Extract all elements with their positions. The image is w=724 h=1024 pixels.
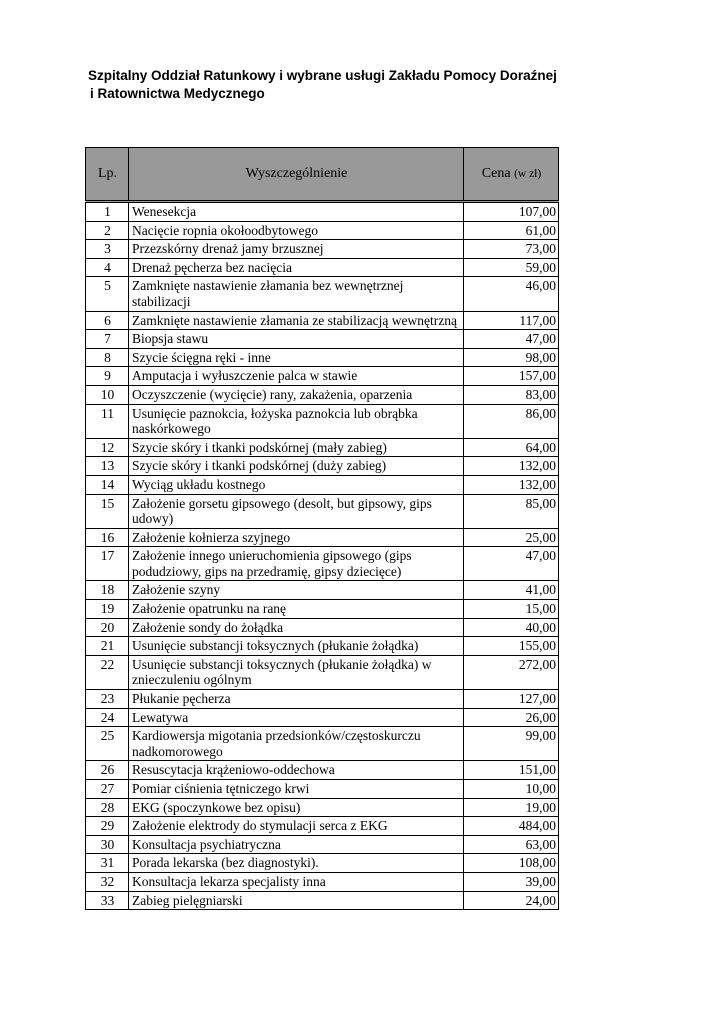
row-description: Założenie opatrunku na ranę <box>129 600 464 619</box>
table-row <box>86 708 559 727</box>
row-description: Usunięcie substancji toksycznych (płukanie żołądka) <box>129 637 464 656</box>
row-lp: 31 <box>86 854 129 873</box>
row-description: Założenie gorsetu gipsowego (desolt, but gipsowy, gips udowy) <box>129 494 464 528</box>
row-lp: 1 <box>86 202 129 222</box>
row-description: Założenie kołnierza szyjnego <box>129 528 464 547</box>
table-row <box>86 727 559 761</box>
row-description: Resuscytacja krążeniowo-oddechowa <box>129 761 464 780</box>
row-price: 47,00 <box>464 330 559 349</box>
table-row <box>86 780 559 799</box>
table-row <box>86 581 559 600</box>
row-description: Zabieg pielęgniarski <box>129 891 464 910</box>
row-price: 132,00 <box>464 475 559 494</box>
row-description: Zamknięte nastawienie złamania bez wewnętrznej stabilizacji <box>129 277 464 311</box>
table-row <box>86 690 559 709</box>
row-lp: 13 <box>86 457 129 476</box>
table-row <box>86 494 559 528</box>
row-price: 15,00 <box>464 600 559 619</box>
row-price: 73,00 <box>464 240 559 259</box>
row-description: Oczyszczenie (wycięcie) rany, zakażenia, oparzenia <box>129 385 464 404</box>
header-lp: Lp. <box>86 148 129 202</box>
row-price: 132,00 <box>464 457 559 476</box>
row-price: 484,00 <box>464 817 559 836</box>
row-price: 108,00 <box>464 854 559 873</box>
row-price: 39,00 <box>464 872 559 891</box>
row-price: 19,00 <box>464 798 559 817</box>
row-lp: 29 <box>86 817 129 836</box>
table-row <box>86 637 559 656</box>
document-title <box>88 67 648 103</box>
row-description: Szycie skóry i tkanki podskórnej (duży zabieg) <box>129 457 464 476</box>
table-row <box>86 221 559 240</box>
row-description: EKG (spoczynkowe bez opisu) <box>129 798 464 817</box>
row-lp: 33 <box>86 891 129 910</box>
row-price: 99,00 <box>464 727 559 761</box>
row-description: Kardiowersja migotania przedsionków/częstoskurczu nadkomorowego <box>129 727 464 761</box>
row-price: 272,00 <box>464 655 559 689</box>
row-description: Wenesekcja <box>129 202 464 222</box>
row-description: Płukanie pęcherza <box>129 690 464 709</box>
table-row <box>86 528 559 547</box>
table-row <box>86 872 559 891</box>
row-description: Lewatywa <box>129 708 464 727</box>
header-price-label: Cena <box>481 165 511 181</box>
row-description: Założenie sondy do żołądka <box>129 618 464 637</box>
row-description: Usunięcie paznokcia, łożyska paznokcia lub obrąbka naskórkowego <box>129 404 464 438</box>
table-row <box>86 348 559 367</box>
row-lp: 28 <box>86 798 129 817</box>
table-row <box>86 761 559 780</box>
row-price: 83,00 <box>464 385 559 404</box>
row-description: Założenie innego unieruchomienia gipsowego (gips podudziowy, gips na przedramię, gipsy dziecięce) <box>129 547 464 581</box>
table-row <box>86 835 559 854</box>
row-description: Konsultacja lekarza specjalisty inna <box>129 872 464 891</box>
row-description: Konsultacja psychiatryczna <box>129 835 464 854</box>
header-price <box>464 148 559 202</box>
row-lp: 6 <box>86 311 129 330</box>
table-row <box>86 240 559 259</box>
row-price: 46,00 <box>464 277 559 311</box>
row-price: 26,00 <box>464 708 559 727</box>
row-description: Drenaż pęcherza bez nacięcia <box>129 258 464 277</box>
row-description: Porada lekarska (bez diagnostyki). <box>129 854 464 873</box>
row-lp: 22 <box>86 655 129 689</box>
table-row <box>86 457 559 476</box>
row-price: 107,00 <box>464 202 559 222</box>
row-lp: 21 <box>86 637 129 656</box>
row-description: Przezskórny drenaż jamy brzusznej <box>129 240 464 259</box>
row-description: Wyciąg układu kostnego <box>129 475 464 494</box>
table-row <box>86 475 559 494</box>
table-row <box>86 817 559 836</box>
row-lp: 20 <box>86 618 129 637</box>
row-lp: 23 <box>86 690 129 709</box>
row-lp: 17 <box>86 547 129 581</box>
row-price: 61,00 <box>464 221 559 240</box>
table-row <box>86 277 559 311</box>
row-price: 47,00 <box>464 547 559 581</box>
row-price: 85,00 <box>464 494 559 528</box>
row-lp: 25 <box>86 727 129 761</box>
table-row <box>86 367 559 386</box>
table-header-row <box>86 148 559 202</box>
table-row <box>86 854 559 873</box>
row-lp: 12 <box>86 438 129 457</box>
table-row <box>86 311 559 330</box>
row-lp: 2 <box>86 221 129 240</box>
title-line-1: Szpitalny Oddział Ratunkowy i wybrane usługi Zakładu Pomocy Doraźnej <box>88 68 557 83</box>
row-description: Amputacja i wyłuszczenie palca w stawie <box>129 367 464 386</box>
row-price: 117,00 <box>464 311 559 330</box>
row-price: 10,00 <box>464 780 559 799</box>
row-price: 98,00 <box>464 348 559 367</box>
table-row <box>86 798 559 817</box>
row-lp: 15 <box>86 494 129 528</box>
row-price: 127,00 <box>464 690 559 709</box>
row-price: 59,00 <box>464 258 559 277</box>
row-description: Szycie skóry i tkanki podskórnej (mały zabieg) <box>129 438 464 457</box>
row-lp: 9 <box>86 367 129 386</box>
row-description: Założenie elektrody do stymulacji serca z EKG <box>129 817 464 836</box>
row-lp: 5 <box>86 277 129 311</box>
row-price: 41,00 <box>464 581 559 600</box>
row-lp: 18 <box>86 581 129 600</box>
row-lp: 8 <box>86 348 129 367</box>
row-lp: 3 <box>86 240 129 259</box>
row-lp: 14 <box>86 475 129 494</box>
row-lp: 16 <box>86 528 129 547</box>
row-lp: 10 <box>86 385 129 404</box>
row-description: Biopsja stawu <box>129 330 464 349</box>
header-price-unit: (w zł) <box>514 167 542 180</box>
table-row <box>86 618 559 637</box>
row-lp: 24 <box>86 708 129 727</box>
table-row <box>86 202 559 222</box>
row-price: 63,00 <box>464 835 559 854</box>
row-price: 24,00 <box>464 891 559 910</box>
row-lp: 27 <box>86 780 129 799</box>
table-row <box>86 891 559 910</box>
row-lp: 4 <box>86 258 129 277</box>
table-row <box>86 258 559 277</box>
row-price: 64,00 <box>464 438 559 457</box>
row-description: Usunięcie substancji toksycznych (płukanie żołądka) w znieczuleniu ogólnym <box>129 655 464 689</box>
table-body <box>86 202 559 910</box>
row-lp: 19 <box>86 600 129 619</box>
row-description: Zamknięte nastawienie złamania ze stabilizacją wewnętrzną <box>129 311 464 330</box>
row-description: Nacięcie ropnia okołoodbytowego <box>129 221 464 240</box>
row-price: 155,00 <box>464 637 559 656</box>
row-price: 157,00 <box>464 367 559 386</box>
row-lp: 11 <box>86 404 129 438</box>
table-row <box>86 385 559 404</box>
row-lp: 26 <box>86 761 129 780</box>
row-price: 25,00 <box>464 528 559 547</box>
row-price: 40,00 <box>464 618 559 637</box>
row-description: Pomiar ciśnienia tętniczego krwi <box>129 780 464 799</box>
row-description: Szycie ścięgna ręki - inne <box>129 348 464 367</box>
header-description: Wyszczególnienie <box>129 148 464 202</box>
row-price: 86,00 <box>464 404 559 438</box>
row-price: 151,00 <box>464 761 559 780</box>
table-row <box>86 600 559 619</box>
table-row <box>86 404 559 438</box>
row-lp: 7 <box>86 330 129 349</box>
row-description: Założenie szyny <box>129 581 464 600</box>
price-table <box>85 147 559 910</box>
table-row <box>86 655 559 689</box>
table-row <box>86 330 559 349</box>
row-lp: 32 <box>86 872 129 891</box>
row-lp: 30 <box>86 835 129 854</box>
title-line-2: i Ratownictwa Medycznego <box>90 86 265 101</box>
table-row <box>86 547 559 581</box>
table-row <box>86 438 559 457</box>
